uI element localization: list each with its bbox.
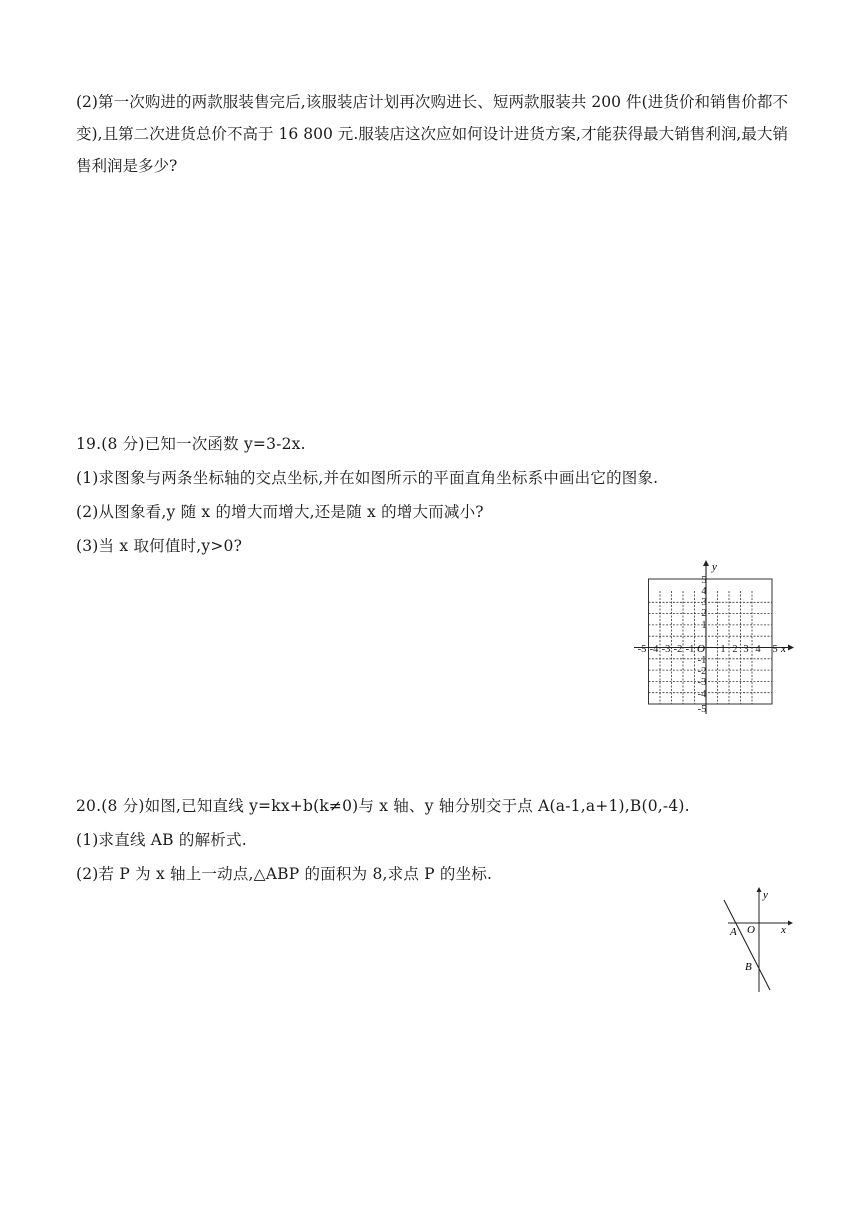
y-tick-label: -4 <box>697 689 707 700</box>
y-tick-label: 4 <box>701 586 707 597</box>
x-axis-label: x <box>781 924 786 936</box>
x-tick-label: -4 <box>649 644 659 655</box>
x-tick-label: -5 <box>637 644 647 655</box>
x-tick-label: 1 <box>720 644 726 655</box>
q19-part1: (1)求图象与两条坐标轴的交点坐标,并在如图所示的平面直角坐标系中画出它的图象. <box>76 469 659 487</box>
q20-part1: (1)求直线 AB 的解析式. <box>76 831 247 849</box>
q20-line-figure <box>718 884 798 996</box>
q19-part3: (3)当 x 取何值时,y>0? <box>76 537 243 555</box>
q18-part2-text: (2)第一次购进的两款服装售完后,该服装店计划再次购进长、短两款服装共 200 件(进货价和销售价都不变),且第二次进货总价不高于 16 800 元.服装店这次应如何设计进货方案,才能获得最大销售利润,最大销售利润是多少? <box>76 93 788 175</box>
x-tick-label: 5 <box>772 644 778 655</box>
x-tick-label: 4 <box>755 644 761 655</box>
y-tick-label: -5 <box>697 704 707 715</box>
y-axis-label: y <box>763 889 768 901</box>
line-ab <box>724 900 770 990</box>
y-tick-label: -2 <box>697 666 707 677</box>
y-axis-arrow-icon <box>703 560 709 566</box>
y-axis-label: y <box>712 561 717 573</box>
y-axis-arrow-icon <box>757 887 762 892</box>
point-b-label: B <box>745 961 752 973</box>
y-tick-label: -3 <box>697 677 707 688</box>
q19-stem: 19.(8 分)已知一次函数 y=3-2x. <box>76 435 306 453</box>
origin-label: O <box>697 643 705 655</box>
x-tick-label: -3 <box>661 644 671 655</box>
y-tick-label: 3 <box>701 597 707 608</box>
x-tick-label: -2 <box>673 644 683 655</box>
point-a-label: A <box>730 926 737 938</box>
origin-label: O <box>747 924 755 936</box>
x-axis-arrow-icon <box>788 645 794 651</box>
q19-coordinate-grid <box>628 558 798 718</box>
q20-part2: (2)若 P 为 x 轴上一动点,△ABP 的面积为 8,求点 P 的坐标. <box>76 865 493 883</box>
y-tick-label: 1 <box>701 620 707 631</box>
x-tick-label: -1 <box>685 644 695 655</box>
y-tick-label: 2 <box>701 608 707 619</box>
q19-part2: (2)从图象看,y 随 x 的增大而增大,还是随 x 的增大而减小? <box>76 503 484 521</box>
x-axis-label: x <box>781 643 786 655</box>
y-tick-label: -1 <box>697 655 707 666</box>
x-tick-label: 2 <box>732 644 738 655</box>
x-tick-label: 3 <box>743 644 749 655</box>
grid-border <box>649 579 773 704</box>
y-tick-label: 5 <box>701 575 707 586</box>
q20-stem: 20.(8 分)如图,已知直线 y=kx+b(k≠0)与 x 轴、y 轴分别交于点 A(a-1,a+1),B(0,-4). <box>76 797 690 815</box>
x-axis-arrow-icon <box>788 921 793 926</box>
